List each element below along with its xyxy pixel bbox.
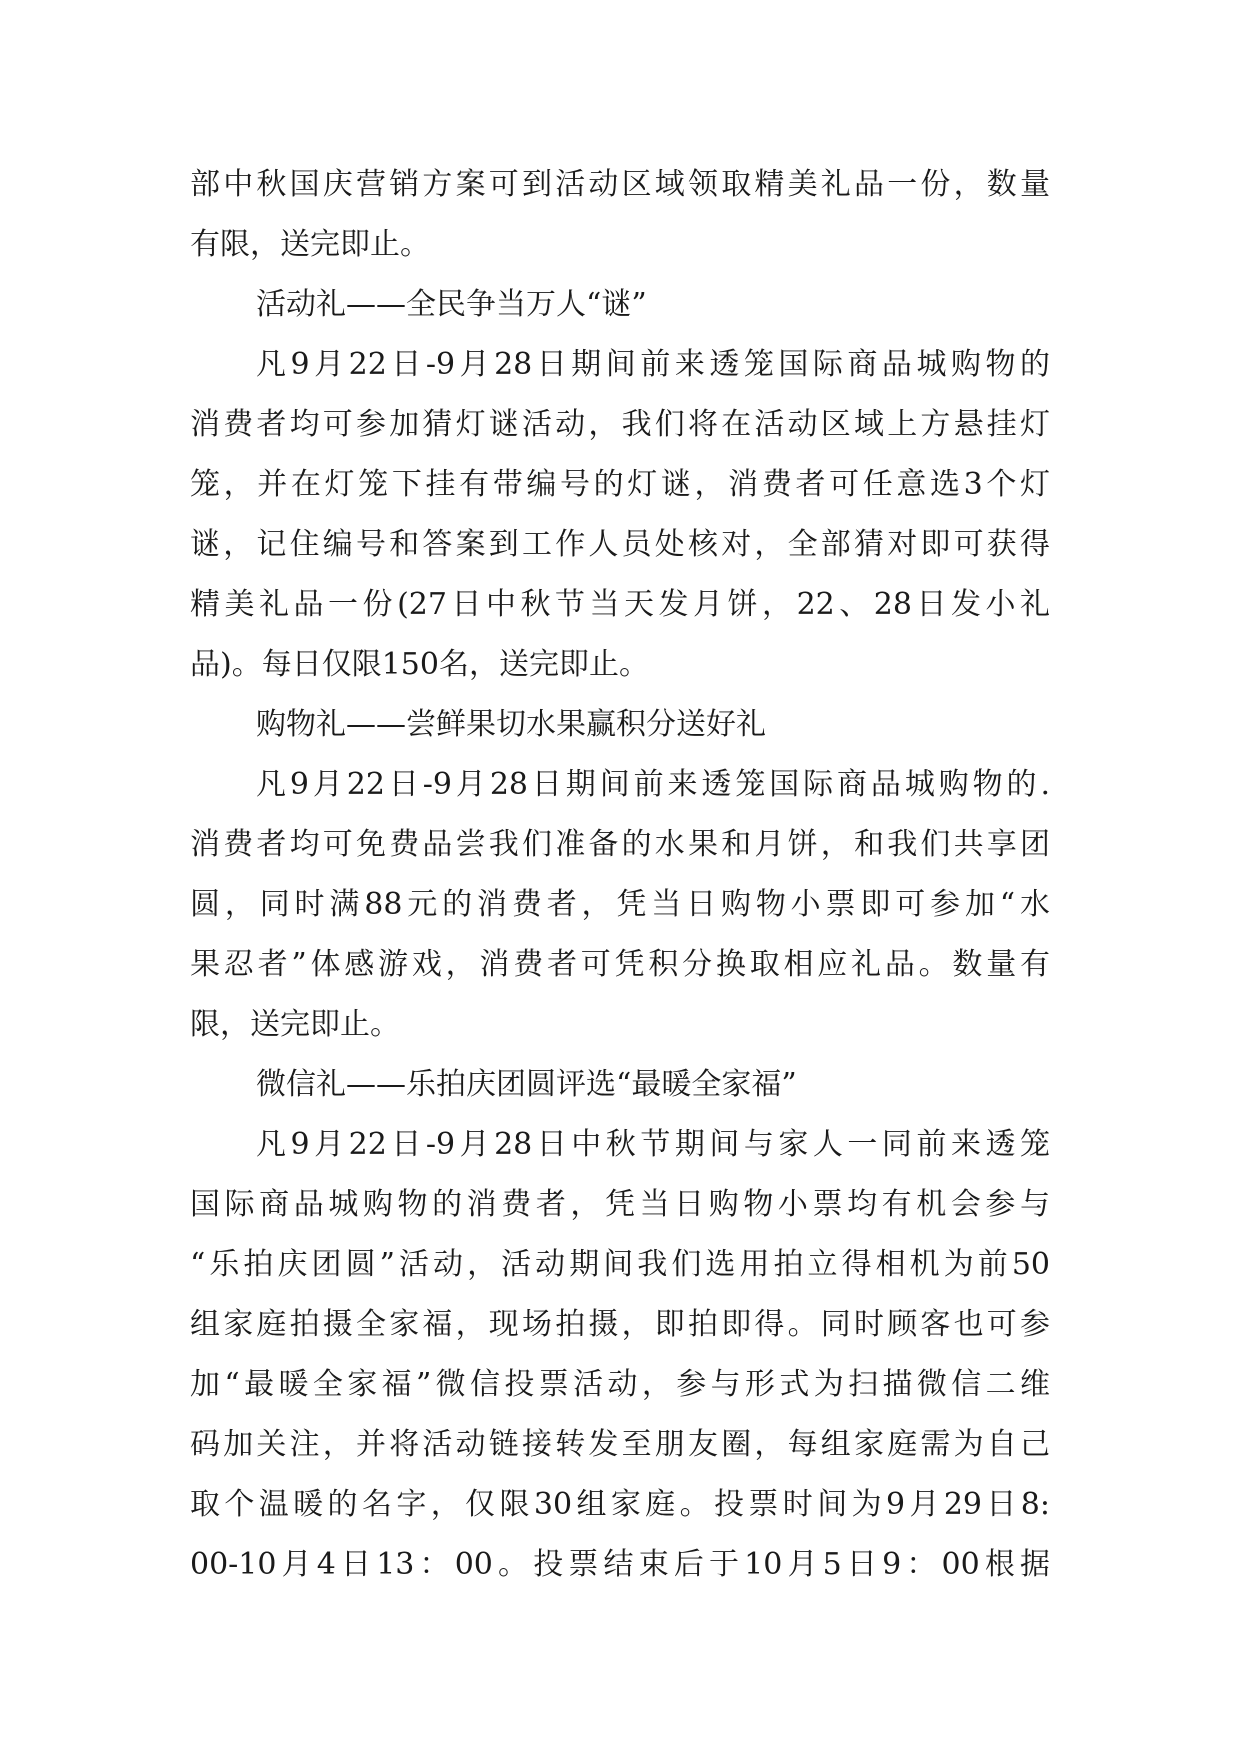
text-line: 凡9月22日-9月28日期间前来透笼国际商品城购物的: [256, 347, 1050, 382]
text-line: 谜，记住编号和答案到工作人员处核对，全部猜对即可获得: [190, 527, 1050, 562]
section-heading-wechat-gift: 微信礼——乐拍庆团圆评选“最暖全家福”: [256, 1067, 797, 1102]
text-line: 品)。每日仅限150名，送完即止。: [190, 647, 649, 682]
text-line: 消费者均可免费品尝我们准备的水果和月饼，和我们共享团: [190, 827, 1050, 862]
text-line: 限，送完即止。: [190, 1007, 400, 1042]
text-line: 00-10月4日13：00。投票结束后于10月5日9：00根据: [190, 1547, 1050, 1582]
text-line: 果忍者”体感游戏，消费者可凭积分换取相应礼品。数量有: [190, 947, 1050, 982]
text-line: 部中秋国庆营销方案可到活动区域领取精美礼品一份，数量: [190, 167, 1050, 202]
text-line: 取个温暖的名字，仅限30组家庭。投票时间为9月29日8:: [190, 1487, 1050, 1522]
text-line: 码加关注，并将活动链接转发至朋友圈，每组家庭需为自己: [190, 1427, 1050, 1462]
text-line: 凡9月22日-9月28日中秋节期间与家人一同前来透笼: [256, 1127, 1050, 1162]
text-line: 有限，送完即止。: [190, 227, 430, 262]
text-line: “乐拍庆团圆”活动，活动期间我们选用拍立得相机为前50: [190, 1247, 1050, 1282]
section-heading-shopping-gift: 购物礼——尝鲜果切水果赢积分送好礼: [256, 707, 766, 742]
text-line: 精美礼品一份(27日中秋节当天发月饼，22、28日发小礼: [190, 587, 1050, 622]
text-line: 凡9月22日-9月28日期间前来透笼国际商品城购物的.: [256, 767, 1050, 802]
text-line: 组家庭拍摄全家福，现场拍摄，即拍即得。同时顾客也可参: [190, 1307, 1050, 1342]
text-line: 圆，同时满88元的消费者，凭当日购物小票即可参加“水: [190, 887, 1050, 922]
section-heading-activity-gift: 活动礼——全民争当万人“谜”: [256, 287, 647, 322]
text-line: 加“最暖全家福”微信投票活动，参与形式为扫描微信二维: [190, 1367, 1050, 1402]
text-line: 笼，并在灯笼下挂有带编号的灯谜，消费者可任意选3个灯: [190, 467, 1050, 502]
text-line: 国际商品城购物的消费者，凭当日购物小票均有机会参与: [190, 1187, 1050, 1222]
text-line: 消费者均可参加猜灯谜活动，我们将在活动区域上方悬挂灯: [190, 407, 1050, 442]
